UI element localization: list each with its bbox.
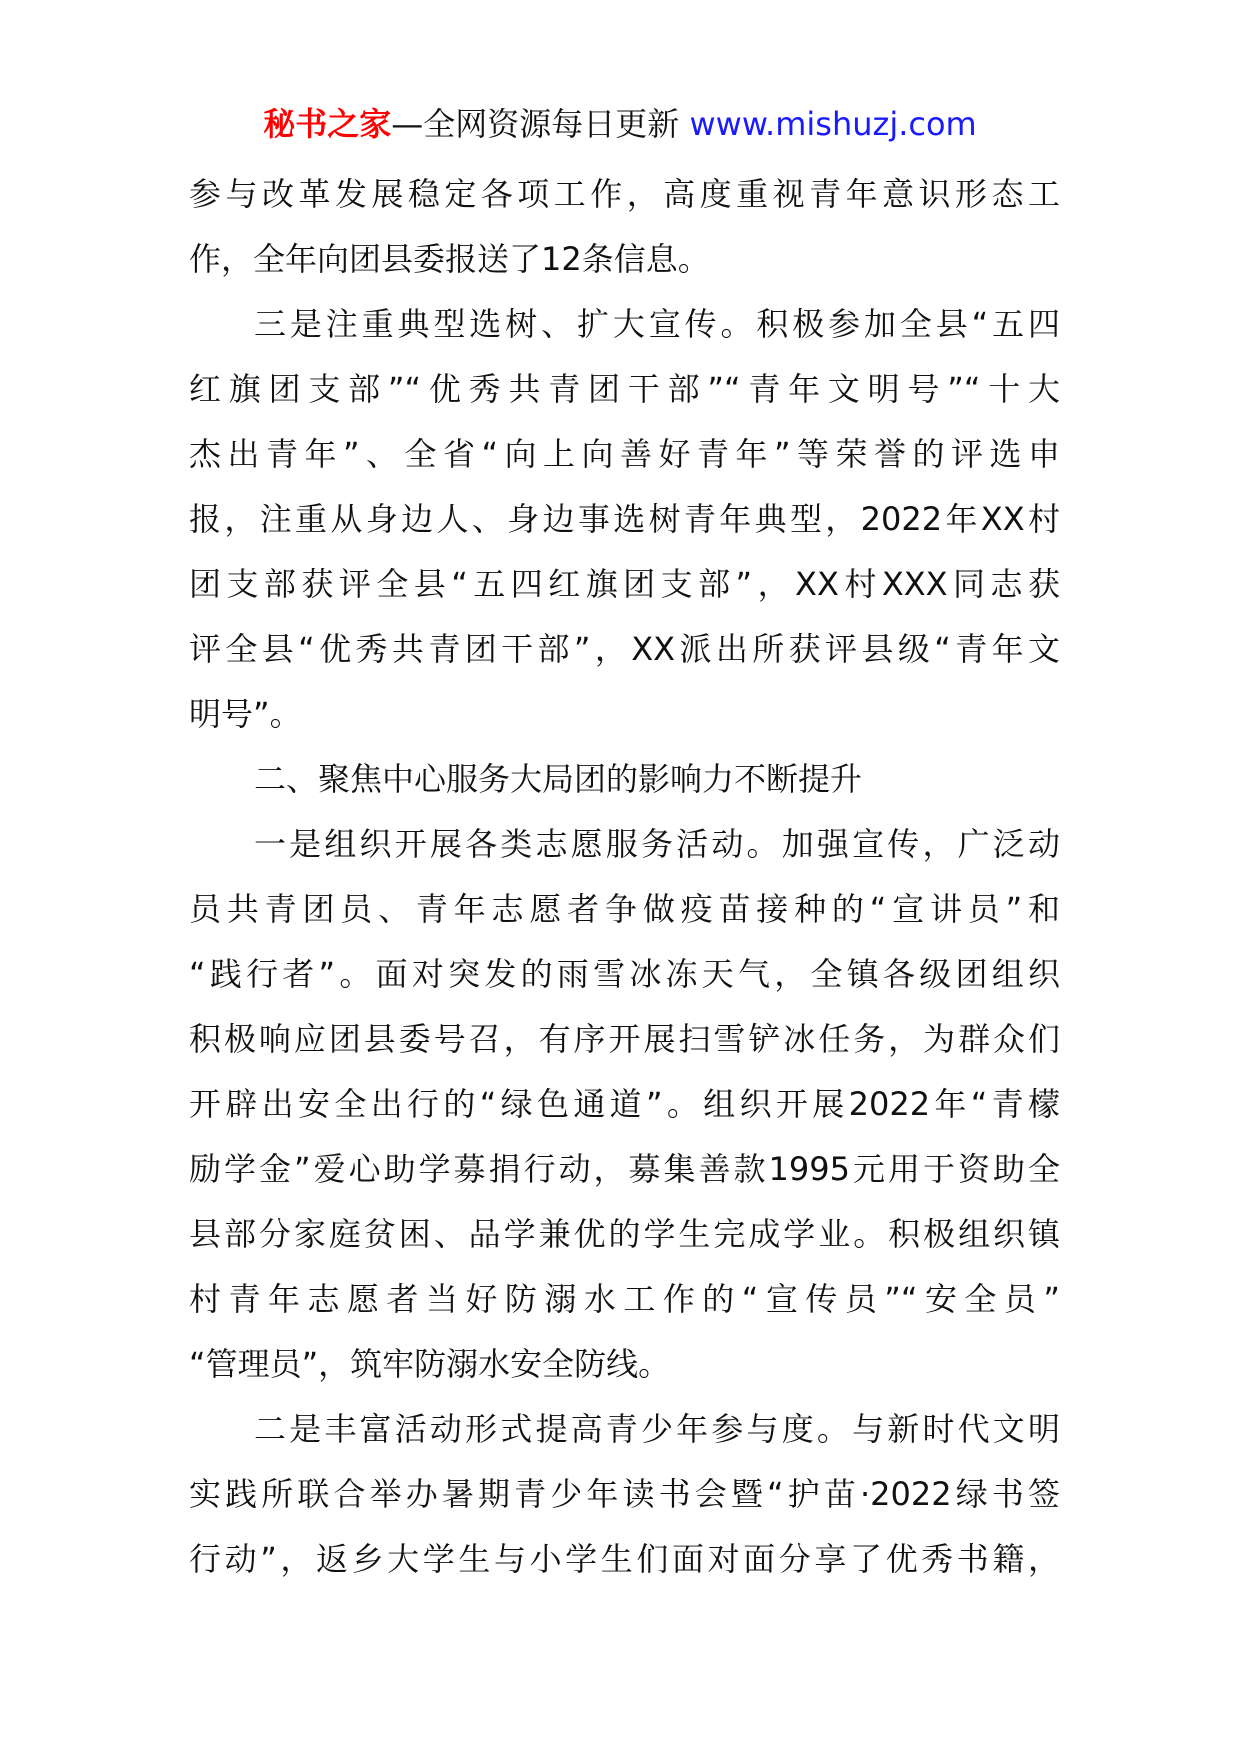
- text-line: 参与改革发展稳定各项工作，高度重视青年意识形态工: [189, 175, 1060, 213]
- text-line: 红旗团支部”“优秀共青团干部”“青年文明号”“十大: [189, 370, 1060, 408]
- text-line: 实践所联合举办暑期青少年读书会暨“护苗·2022绿书签: [189, 1475, 1060, 1513]
- text-line: 村青年志愿者当好防溺水工作的“宣传员”“安全员”: [189, 1280, 1060, 1318]
- text-line: 开辟出安全出行的“绿色通道”。组织开展2022年“青檬: [189, 1085, 1060, 1123]
- text-line: 杰出青年”、全省“向上向善好青年”等荣誉的评选申: [189, 435, 1060, 473]
- header-tagline: —全网资源每日更新: [391, 105, 680, 143]
- page-header: [0, 98, 1240, 150]
- document-body: [189, 162, 1060, 1592]
- paragraph-start-line: 一是组织开展各类志愿服务活动。加强宣传，广泛动: [254, 825, 1060, 863]
- text-line: 励学金”爱心助学募捐行动，募集善款1995元用于资助全: [189, 1150, 1060, 1188]
- brand-name: 秘书之家: [263, 105, 392, 143]
- text-line: 团支部获评全县“五四红旗团支部”，XX村XXX同志获: [189, 565, 1060, 603]
- text-line: 作，全年向团县委报送了12条信息。: [189, 240, 710, 278]
- paragraph-start-line: 三是注重典型选树、扩大宣传。积极参加全县“五四: [254, 305, 1060, 343]
- paragraph-start-line: 二是丰富活动形式提高青少年参与度。与新时代文明: [254, 1410, 1060, 1448]
- text-line: 评全县“优秀共青团干部”，XX派出所获评县级“青年文: [189, 630, 1060, 668]
- text-line: 县部分家庭贫困、品学兼优的学生完成学业。积极组织镇: [189, 1215, 1060, 1253]
- text-line: 积极响应团县委号召，有序开展扫雪铲冰任务，为群众们: [189, 1020, 1060, 1058]
- site-url-link[interactable]: www.mishuzj.com: [689, 105, 977, 143]
- text-line: 员共青团员、青年志愿者争做疫苗接种的“宣讲员”和: [189, 890, 1060, 928]
- text-line: 报，注重从身边人、身边事选树青年典型，2022年XX村: [189, 500, 1060, 538]
- text-line: 行动”，返乡大学生与小学生们面对面分享了优秀书籍，: [189, 1540, 1060, 1578]
- text-line: “管理员”，筑牢防溺水安全防线。: [189, 1345, 671, 1383]
- text-line: 明号”。: [189, 695, 302, 733]
- text-line: “践行者”。面对突发的雨雪冰冻天气，全镇各级团组织: [189, 955, 1060, 993]
- section-heading: 二、聚焦中心服务大局团的影响力不断提升: [254, 760, 863, 798]
